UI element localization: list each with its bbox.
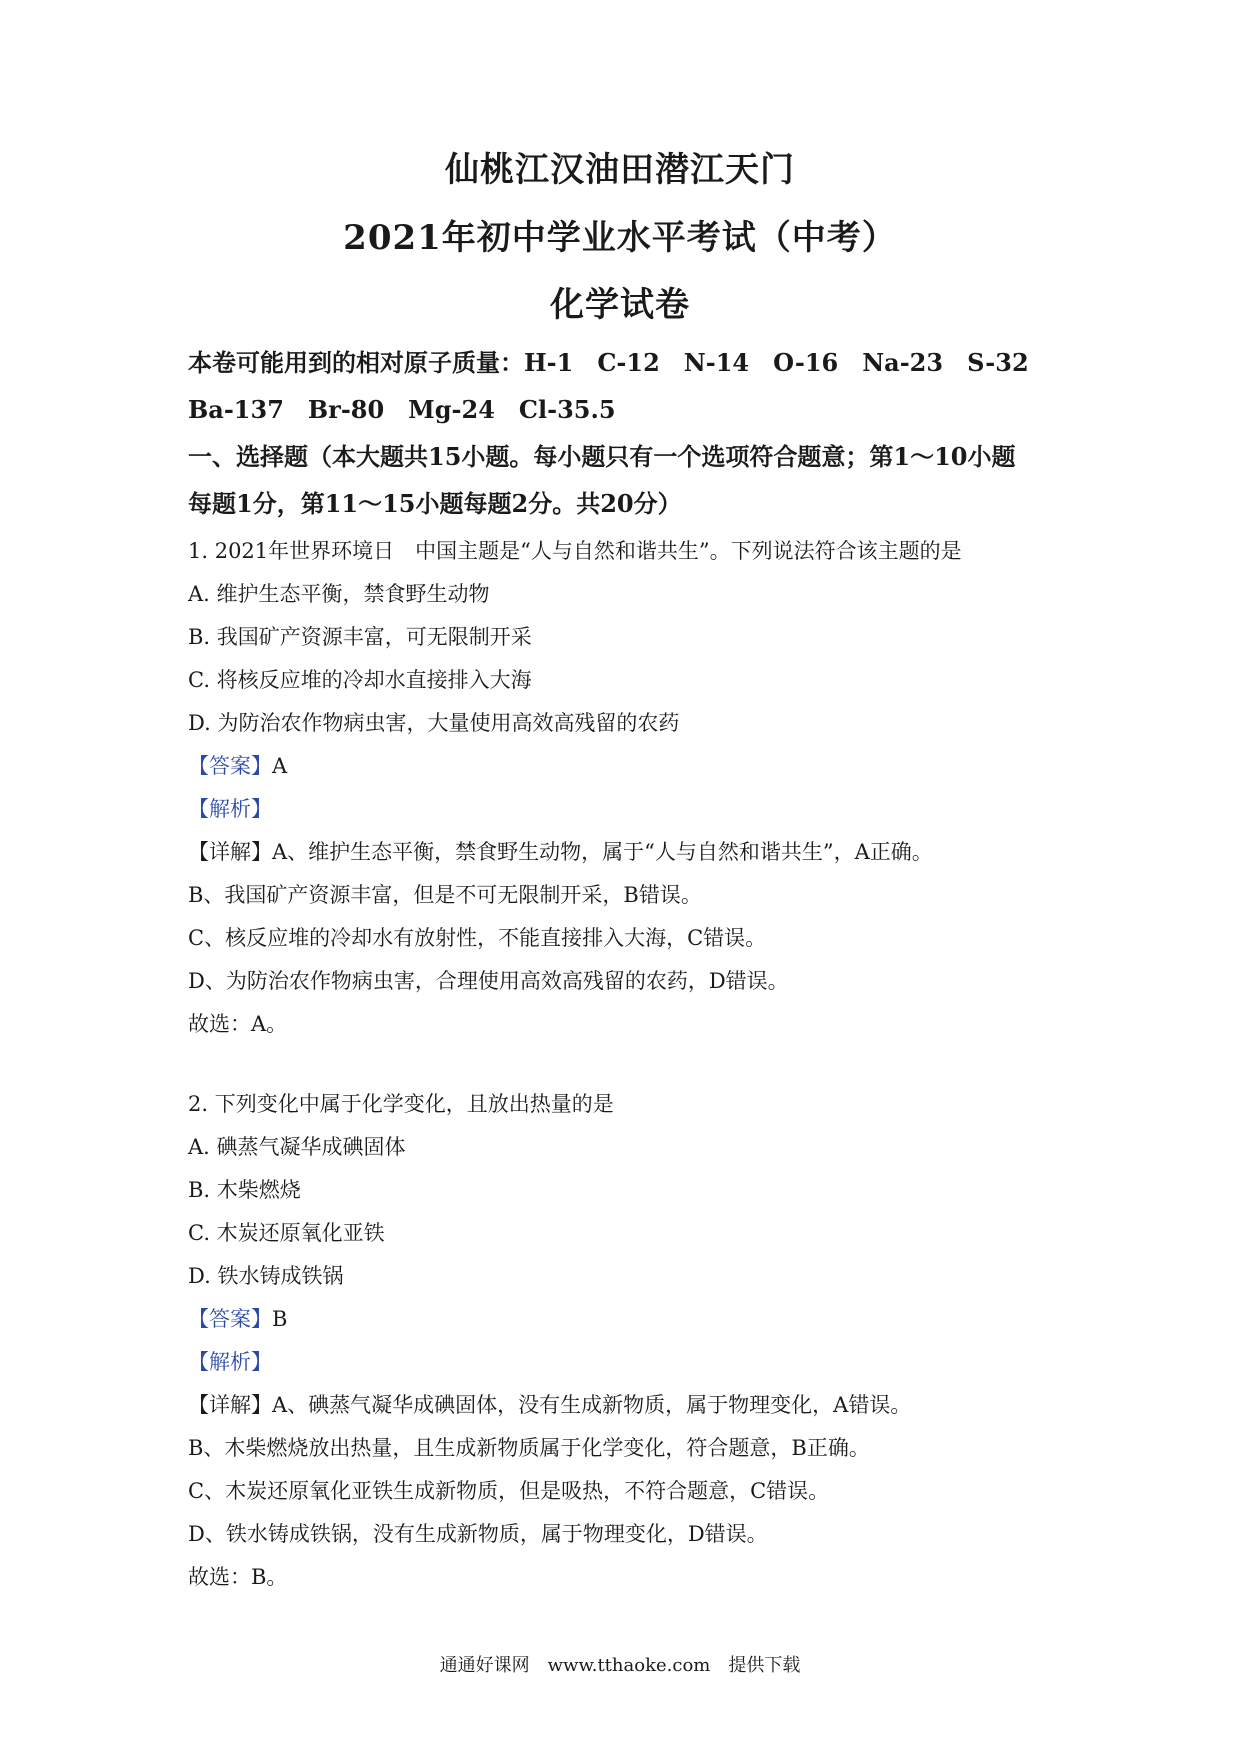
exam-year-title: 2021年初中学业水平考试（中考） — [343, 218, 897, 258]
q1-conclusion: 故选：A。 — [188, 1012, 288, 1036]
section-heading-line-1: 一、选择题（本大题共15小题。每小题只有一个选项符合题意；第1～10小题 — [188, 442, 1016, 471]
q1-option-c: C. 将核反应堆的冷却水直接排入大海 — [188, 668, 532, 692]
section-heading-line-2: 每题1分，第11～15小题每题2分。共20分） — [188, 489, 682, 518]
exam-region-title: 仙桃江汉油田潜江天门 — [445, 150, 795, 190]
atomic-mass-line-1: 本卷可能用到的相对原子质量：H-1 C-12 N-14 O-16 Na-23 S-32 — [188, 348, 1029, 377]
q2-answer — [188, 1305, 287, 1333]
q1-detail-line-2: B、我国矿产资源丰富，但是不可无限制开采，B错误。 — [188, 883, 702, 907]
q2-detail-tag: 【详解】 — [188, 1393, 272, 1417]
q2-stem: 2. 下列变化中属于化学变化，且放出热量的是 — [188, 1092, 614, 1116]
q2-answer-value: B — [272, 1307, 288, 1331]
q1-analysis-tag: 【解析】 — [188, 797, 272, 821]
q2-detail-text-1: A、碘蒸气凝华成碘固体，没有生成新物质，属于物理变化，A错误。 — [272, 1393, 912, 1417]
q1-detail-line-4: D、为防治农作物病虫害，合理使用高效高残留的农药，D错误。 — [188, 969, 789, 993]
q1-answer — [188, 752, 287, 780]
q1-option-b: B. 我国矿产资源丰富，可无限制开采 — [188, 625, 532, 649]
q1-stem: 1. 2021年世界环境日 中国主题是“人与自然和谐共生”。下列说法符合该主题的是 — [188, 539, 962, 563]
page-footer: 通通好课网 www.tthaoke.com 提供下载 — [439, 1655, 801, 1676]
q1-option-a: A. 维护生态平衡，禁食野生动物 — [188, 582, 490, 606]
q1-detail-tag: 【详解】 — [188, 840, 272, 864]
exam-subject-title: 化学试卷 — [550, 285, 690, 325]
q1-detail-line-1 — [188, 838, 933, 866]
q2-detail-line-2: B、木柴燃烧放出热量，且生成新物质属于化学变化，符合题意，B正确。 — [188, 1436, 870, 1460]
q1-answer-tag: 【答案】 — [188, 754, 272, 778]
q1-option-d: D. 为防治农作物病虫害，大量使用高效高残留的农药 — [188, 711, 680, 735]
q2-option-d: D. 铁水铸成铁锅 — [188, 1264, 344, 1288]
q1-detail-text-1: A、维护生态平衡，禁食野生动物，属于“人与自然和谐共生”，A正确。 — [272, 840, 933, 864]
q2-analysis-tag: 【解析】 — [188, 1350, 272, 1374]
atomic-mass-line-2: Ba-137 Br-80 Mg-24 Cl-35.5 — [188, 395, 616, 424]
q1-answer-value: A — [272, 754, 288, 778]
q2-detail-line-1 — [188, 1391, 911, 1419]
q2-option-a: A. 碘蒸气凝华成碘固体 — [188, 1135, 406, 1159]
q2-detail-line-4: D、铁水铸成铁锅，没有生成新物质，属于物理变化，D错误。 — [188, 1522, 768, 1546]
q2-conclusion: 故选：B。 — [188, 1565, 288, 1589]
q2-option-b: B. 木柴燃烧 — [188, 1178, 301, 1202]
q2-option-c: C. 木炭还原氧化亚铁 — [188, 1221, 385, 1245]
q2-answer-tag: 【答案】 — [188, 1307, 272, 1331]
q1-detail-line-3: C、核反应堆的冷却水有放射性，不能直接排入大海，C错误。 — [188, 926, 767, 950]
q2-detail-line-3: C、木炭还原氧化亚铁生成新物质，但是吸热，不符合题意，C错误。 — [188, 1479, 830, 1503]
